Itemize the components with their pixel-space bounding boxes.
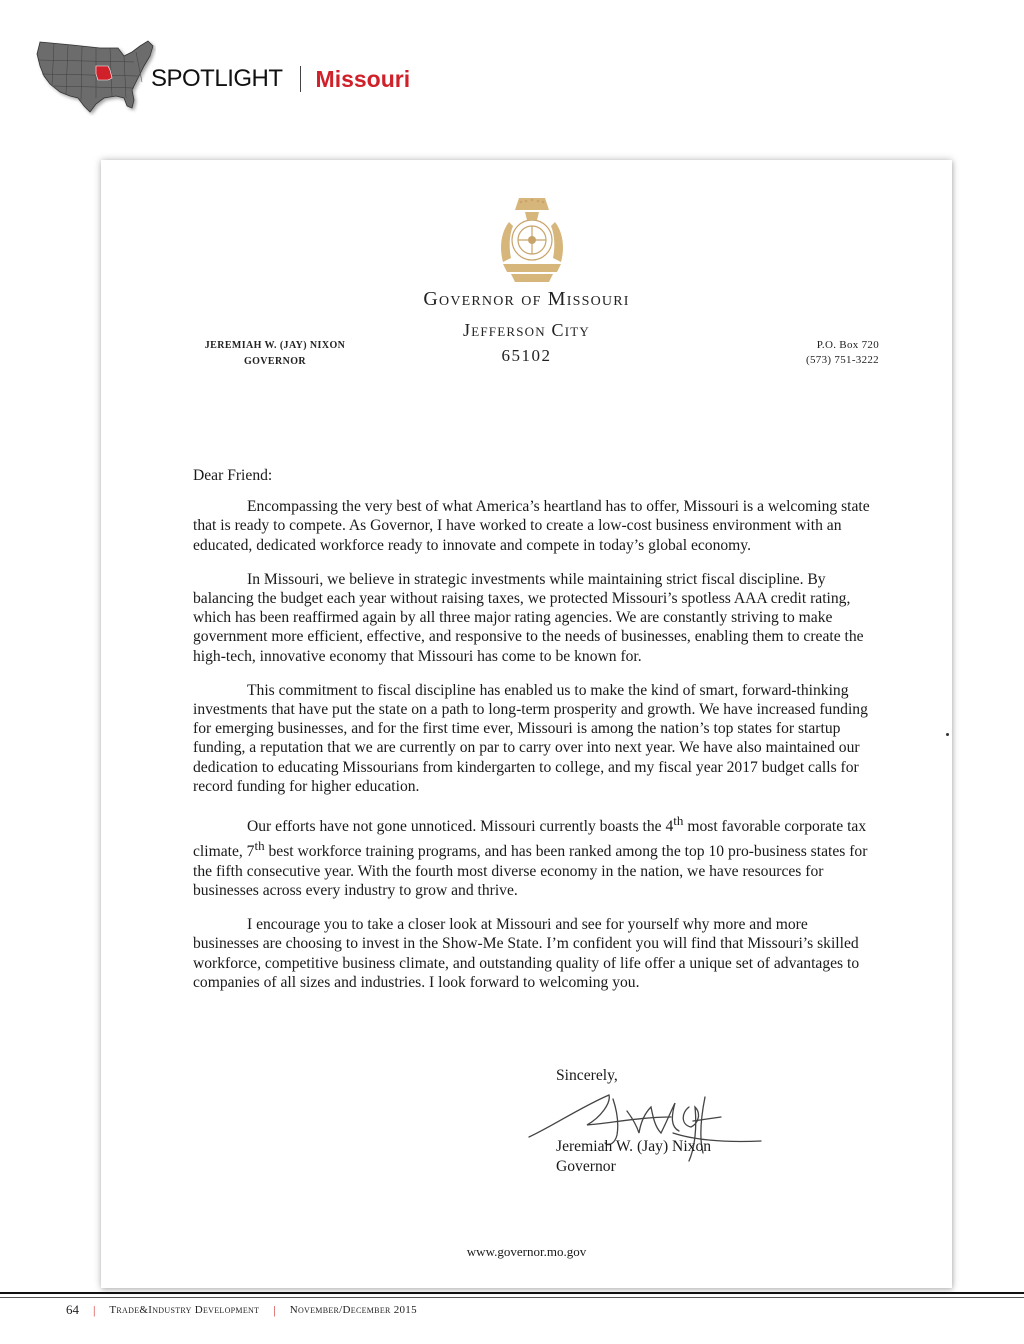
issue-date: November/December 2015 bbox=[289, 1304, 417, 1316]
governor-website: www.governor.mo.gov bbox=[466, 1244, 587, 1259]
page-number: 64 bbox=[66, 1302, 79, 1317]
office-title: Governor of Missouri bbox=[423, 288, 630, 310]
p4-superscript-2: th bbox=[254, 838, 265, 854]
spotlight-heading bbox=[151, 62, 410, 96]
sender-name: JEREMIAH W. (JAY) NIXON bbox=[204, 340, 346, 351]
us-map-icon bbox=[34, 36, 156, 116]
p4-part-a: Our efforts have not gone unnoticed. Missouri currently boasts the 4 bbox=[247, 818, 674, 836]
office-city: Jefferson City bbox=[463, 320, 590, 340]
governor-letter bbox=[101, 160, 952, 1288]
p4-part-b: most favorable corporate tax climate, 7 bbox=[193, 818, 867, 861]
paragraph-2: In Missouri, we believe in strategic investments while maintaining strict fiscal discipline. By balancing the budget each year without raising taxes, we protected Missouri’s spotless AAA credit rating, which has been reaffirmed again by all three major rating agencies. We are constantly striving to make government more efficient, effective, and responsive to the needs of businesses, enabling them to create the high-tech, innovative economy that Missouri has come to be known for. bbox=[193, 570, 864, 665]
paragraph-1: Encompassing the very best of what America’s heartland has to offer, Missouri is a welcoming state that is ready to compete. As Governor, I have worked to create a low-cost business environment with an educated, dedicated workforce ready to innovate and compete in today’s global economy. bbox=[193, 498, 870, 554]
paragraph-3: This commitment to fiscal discipline has enabled us to make the kind of smart, forward-thinking investments that have put the state on a path to long-term prosperity and growth. We have increased funding for emerging businesses, and for the first time ever, Missouri is among the nation’s top states for startup funding, a reputation that we are currently on par to carry over into next year. We have also maintained our dedication to educating Missourians from kindergarten to college, and my fiscal year 2017 budget calls for record funding for higher education. bbox=[193, 681, 868, 795]
publication-name: Trade&Industry Development bbox=[109, 1304, 260, 1316]
contact-block bbox=[769, 338, 879, 368]
sender-block bbox=[189, 338, 361, 370]
state-name: Missouri bbox=[315, 65, 411, 92]
page-footer bbox=[0, 1300, 1024, 1320]
footer-rule-thin bbox=[0, 1297, 1024, 1298]
edge-mark bbox=[946, 733, 949, 736]
footer-rule bbox=[0, 1292, 1024, 1294]
sender-title: GOVERNOR bbox=[243, 356, 307, 367]
paragraph-5: I encourage you to take a closer look at Missouri and see for yourself why more and more businesses are choosing to invest in the Show-Me State. I’m confident you will find that Missouri’s skilled workforce, competitive business climate, and outstanding quality of life offer a unique set of advantages to companies of all sizes and industries. I look forward to welcoming you. bbox=[193, 916, 860, 991]
p4-superscript-1: th bbox=[673, 813, 684, 829]
footer-divider-2: | bbox=[273, 1302, 276, 1317]
paragraph-4 bbox=[193, 811, 876, 900]
signer-block bbox=[556, 1137, 711, 1177]
po-box: P.O. Box 720 bbox=[816, 339, 879, 351]
closing: Sincerely, bbox=[556, 1067, 618, 1084]
state-seal-icon bbox=[489, 192, 575, 290]
heading-divider bbox=[300, 66, 301, 92]
section-label: SPOTLIGHT bbox=[151, 65, 283, 92]
signer-name: Jeremiah W. (Jay) Nixon bbox=[556, 1138, 712, 1155]
office-zip: 65102 bbox=[501, 346, 552, 365]
salutation: Dear Friend: bbox=[193, 467, 273, 484]
p4-part-c: best workforce training programs, and has been ranked among the top 10 pro-business states for the fifth consecutive year. With the fourth most diverse economy in the nation, we have resources for businesses across every industry to grow and thrive. bbox=[193, 843, 868, 900]
magazine-header bbox=[0, 0, 1024, 130]
footer-divider: | bbox=[93, 1302, 96, 1317]
signer-title: Governor bbox=[556, 1158, 616, 1175]
phone-number: (573) 751-3222 bbox=[806, 354, 879, 366]
letter-body bbox=[193, 466, 876, 1007]
